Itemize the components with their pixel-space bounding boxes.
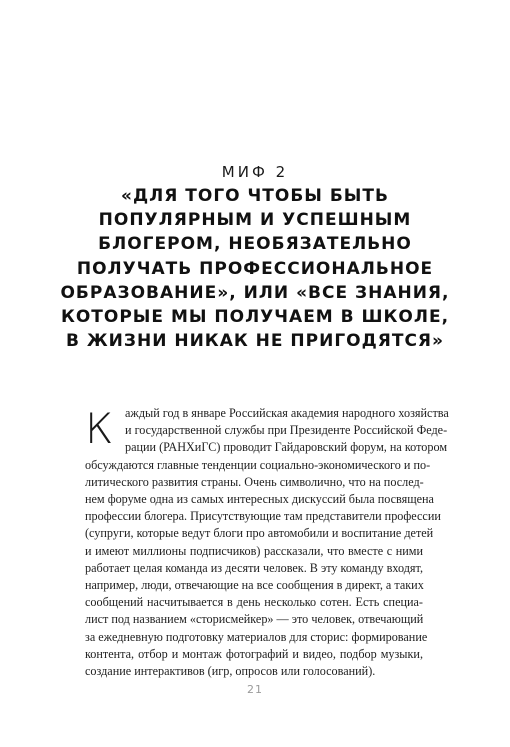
body-line: обсуждаются главные тенденции социально-экономического и по- [85,457,431,472]
body-line: (супруги, которые ведут блоги про автомобили и воспитание детей [85,526,434,541]
body-line: литического развития страны. Очень символично, что на послед- [85,474,424,489]
chapter-headline [40,184,470,353]
body-line: нем форуме одна из самых интересных дискуссий была посвящена [85,492,434,507]
myth-label: МИФ 2 [221,163,289,181]
body-line: создание интерактивов (игр, опросов или голосований). [85,664,376,679]
body-line: рации (РАНХиГС) проводит Гайдаровский форум, на котором [125,440,448,455]
headline-line: БЛОГЕРОМ, НЕОБЯЗАТЕЛЬНО [98,234,412,255]
headline-line: «ДЛЯ ТОГО ЧТОБЫ БЫТЬ [121,186,389,206]
drop-cap: К [85,404,114,453]
body-line: и имеют миллионы подписчиков) рассказали, что вместе с ними [85,543,423,558]
body-line: контента, отбор и монтаж фотографий и видео, подбор музыки, [85,646,423,661]
body-line: лист под названием «сторисмейкер» — это человек, отвечающий [85,612,424,627]
body-line: профессии блогера. Присутствующие там представители профессии [85,509,441,524]
body-line: сообщений насчитывается в день несколько сотен. Есть специа- [85,595,423,610]
body-line: и государственной службы при Президенте Российской Феде- [125,423,448,438]
body-paragraph [85,405,449,680]
body-line: за ежедневную подготовку материалов для сторис: формирование [85,629,428,644]
headline-line: ПОПУЛЯРНЫМ И УСПЕШНЫМ [98,210,412,231]
headline-line: ПОЛУЧАТЬ ПРОФЕССИОНАЛЬНОЕ [76,258,434,279]
body-line: например, люди, отвечающие на все сообщения в директ, а таких [85,578,424,593]
body-line: работает целая команда из десяти человек. В эту команду входят, [85,560,423,575]
page-number: 21 [247,683,263,696]
headline-line: КОТОРЫЕ МЫ ПОЛУЧАЕМ В ШКОЛЕ, [60,307,450,328]
body-line: аждый год в январе Российская академия народного хозяйства [125,406,449,420]
headline-line: В ЖИЗНИ НИКАК НЕ ПРИГОДЯТСЯ» [65,331,445,352]
headline-line: ОБРАЗОВАНИЕ», ИЛИ «ВСЕ ЗНАНИЯ, [60,282,450,303]
